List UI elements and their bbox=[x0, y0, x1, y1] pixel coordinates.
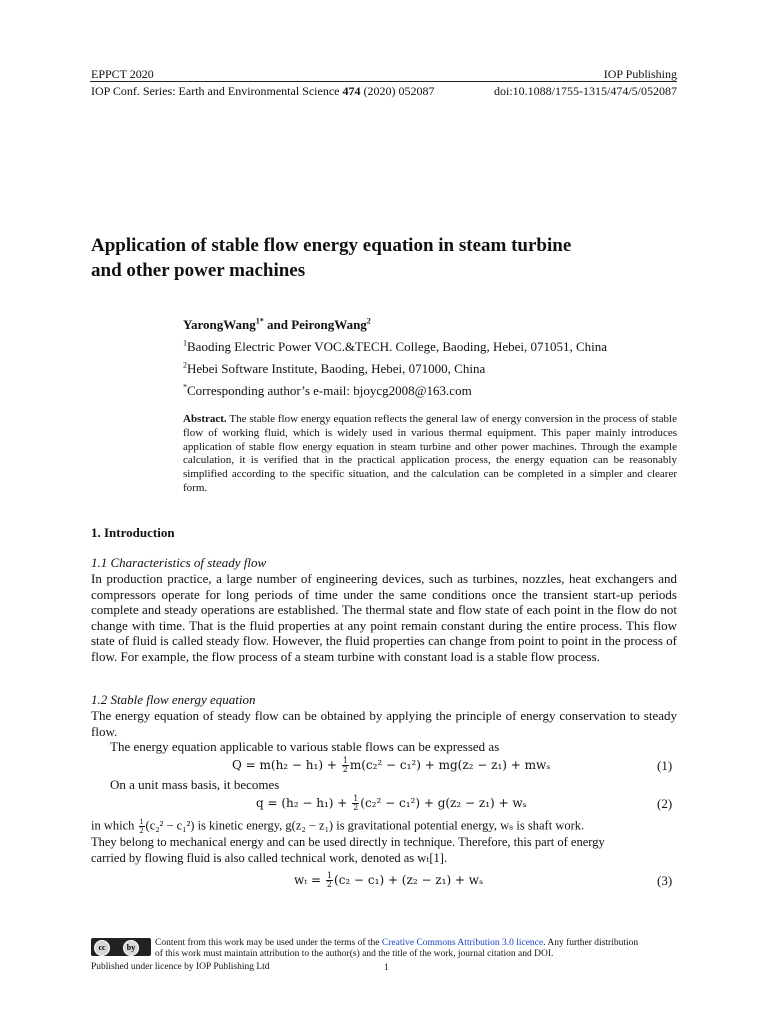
volume-number: 474 bbox=[342, 84, 361, 98]
conference-name: EPPCT 2020 bbox=[91, 67, 154, 81]
header-rule bbox=[90, 81, 677, 82]
creative-commons-link[interactable]: Creative Commons Attribution 3.0 licence bbox=[381, 938, 544, 948]
subsection-heading-1-2: 1.2 Stable flow energy equation bbox=[91, 692, 256, 707]
affiliation-2: $^2$Hebei Software Institute, Baoding, Hebei, 071000, China bbox=[183, 360, 486, 376]
year-article: (2020) 052087 bbox=[363, 84, 435, 98]
page-number: 1 bbox=[384, 963, 389, 973]
section-heading-introduction: 1. Introduction bbox=[91, 525, 175, 540]
by-icon: by bbox=[123, 940, 139, 956]
equation-number-3: (3) bbox=[657, 873, 673, 888]
creative-commons-badge[interactable] bbox=[91, 938, 151, 956]
title-line-1: Application of stable flow energy equation in steam turbine bbox=[91, 235, 572, 256]
corresponding-author: *Corresponding author’s e-mail: bjoycg2008@163.com bbox=[183, 382, 472, 398]
publisher-name: IOP Publishing bbox=[603, 67, 677, 81]
subsection-heading-1-1: 1.1 Characteristics of steady flow bbox=[91, 555, 267, 570]
paper-title bbox=[91, 233, 681, 283]
paragraph-unit-mass: On a unit mass basis, it becomes bbox=[110, 777, 280, 792]
abstract-label: Abstract. bbox=[183, 413, 227, 425]
author-2: and PeirongWang bbox=[263, 317, 367, 332]
fraction-half: $\frac{1}{2}$ bbox=[353, 794, 359, 812]
cc-icon: cc bbox=[94, 940, 110, 956]
author-line: YarongWang$^{1*}$ and PeirongWang$^2$ bbox=[183, 316, 371, 332]
licence-notice: Content from this work may be used under the terms of the Creative Commons Attribution 3.0 licence. Any further distribution of this work must maintain attribution to the author(s) and the title of the work, journal citation and DOI. bbox=[155, 938, 639, 959]
fraction-half: $\frac{1}{2}$ bbox=[139, 817, 144, 835]
equation-2: q = (h₂ − h₁) + $\frac{1}{2}$ (c₂² − c₁²) + g(z₂ − z₁) + wₛ bbox=[256, 794, 527, 812]
paragraph-steady-flow: In production practice, a large number of engineering devices, such as turbines, nozzles, heat exchangers and compressors operate for long periods of time under the same conditions once the transient start-up periods complete and steady operations are established. The thermal state and flow state of each point in the flow do not change with time. That is the fluid properties at any point remain constant during the entire process. This flow state of fluid is called steady flow. However, the fluid properties can change from point to point in the process of flow. For example, the flow process of a steam turbine with constant load is a stable flow process. bbox=[91, 571, 677, 664]
equation-number-1: (1) bbox=[657, 758, 673, 773]
series-name: IOP Conf. Series: Earth and Environmental Science bbox=[91, 84, 340, 98]
equation-3: wₜ = $\frac{1}{2}$ (c₂ − c₁) + (z₂ − z₁) + wₛ bbox=[294, 871, 484, 889]
equation-number-2: (2) bbox=[657, 796, 673, 811]
doi-text: doi:10.1088/1755-1315/474/5/052087 bbox=[494, 84, 677, 98]
author-1: YarongWang bbox=[183, 317, 256, 332]
paragraph-kinetic-energy: in which $\frac{1}{2}$ (c₂² − c₁²) is kinetic energy, g(z₂ − z₁) is gravitational potential energy, wₛ is shaft work. They belong to mechanical energy and can be used directly in technique. Therefore, this part of energy carried by flowing fluid is also called technical work, denoted as wₜ[1]. bbox=[91, 817, 605, 865]
fraction-half: $\frac{1}{2}$ bbox=[342, 756, 348, 774]
title-line-2: and other power machines bbox=[91, 260, 306, 281]
equation-1: Q = m(h₂ − h₁) + $\frac{1}{2}$ m(c₂² − c₁²) + mg(z₂ − z₁) + mwₛ bbox=[232, 756, 551, 774]
series-line bbox=[91, 84, 435, 99]
published-under-licence: Published under licence by IOP Publishing Ltd bbox=[91, 962, 270, 972]
affiliation-1: $^1$Baoding Electric Power VOC.&TECH. College, Baoding, Hebei, 071051, China bbox=[183, 338, 608, 354]
fraction-half: $\frac{1}{2}$ bbox=[326, 871, 333, 889]
paragraph-equation-lead: The energy equation applicable to various stable flows can be expressed as bbox=[110, 739, 500, 754]
paragraph-energy-intro: The energy equation of steady flow can be obtained by applying the principle of energy conservation to steady flow. bbox=[91, 708, 677, 739]
abstract bbox=[183, 413, 677, 496]
abstract-text: The stable flow energy equation reflects the general law of energy conversion in the process of stable flow of working fluid, which is widely used in various thermal equipment. This paper mainly introduces application of stable flow energy equation in steam turbine and other power machines. Through the example calculation, it is verified that in the practical application process, the energy equation can be reasonably simplified according to the specific situation, and the calculation can be completed in a simpler and clearer form. bbox=[183, 413, 677, 494]
